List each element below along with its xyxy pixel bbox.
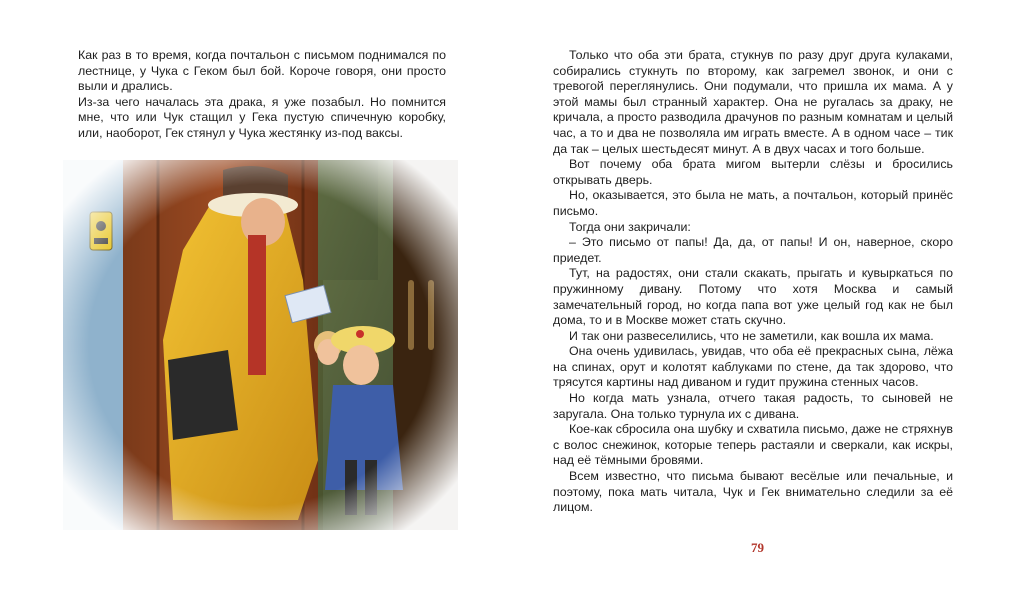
paragraph: Тут, на радостях, они стали скакать, прыгать и кувыркаться по пружинному дивану. Потому что хотя Москва и самый замечательный город, но когда папа вот уже целый год как не был дома, то и в Москве может стать скучно.	[553, 266, 953, 328]
right-page-text	[553, 48, 953, 516]
illustration-postman-and-boys	[63, 160, 458, 530]
paragraph: Всем известно, что письма бывают весёлые или печальные, и поэтому, пока мать читала, Чук и Гек внимательно следили за её лицом.	[553, 469, 953, 515]
paragraph: Из-за чего началась эта драка, я уже позабыл. Но помнится мне, что или Чук стащил у Гека пустую спичечную коробку, или, наоборот, Гек стянул у Чука жестянку из-под ваксы.	[78, 94, 446, 140]
paragraph: Вот почему оба брата мигом вытерли слёзы и бросились открывать дверь.	[553, 157, 953, 187]
paragraph: Тогда они закричали:	[569, 219, 691, 234]
paragraph: Но когда мать узнала, отчего такая радость, то сыновей не заругала. Она только турнула их с дивана.	[553, 391, 953, 421]
right-page	[505, 0, 1010, 609]
paragraph: – Это письмо от папы! Да, да, от папы! И он, наверное, скоро приедет.	[553, 235, 953, 265]
page-number: 79	[751, 540, 764, 555]
left-page-text	[78, 48, 446, 142]
paragraph: Она очень удивилась, увидав, что оба её прекрасных сына, лёжа на спинах, орут и колотят каблуками по стене, да так здорово, что трясутся картины над диваном и гудит пружина стенных часов.	[553, 344, 953, 390]
paragraph: Как раз в то время, когда почтальон с письмом поднимался по лестнице, у Чука с Геком был бой. Короче говоря, они просто выли и дрались.	[78, 48, 446, 94]
paragraph: И так они развеселились, что не заметили, как вошла их мама.	[569, 328, 934, 343]
paragraph: Только что оба эти брата, стукнув по разу друг друга кулаками, собирались стукнуть по второму, как загремел звонок, и они с тревогой переглянулись. Они подумали, что пришла их мама. А у этой мамы был странный характер. Она не ругалась за драку, не кричала, а просто разводила драчунов по разным комнатам и целый час, а то и два не позволяла им играть вместе. А в одном часе – тик да так – целых шестьдесят минут. А в двух часах и того больше.	[553, 48, 953, 156]
paragraph: Кое-как сбросила она шубку и схватила письмо, даже не стряхнув с волос снежинок, которые теперь растаяли и сверкали, как искры, над её тёмными бровями.	[553, 422, 953, 468]
paragraph: Но, оказывается, это была не мать, а почтальон, который принёс письмо.	[553, 188, 953, 218]
